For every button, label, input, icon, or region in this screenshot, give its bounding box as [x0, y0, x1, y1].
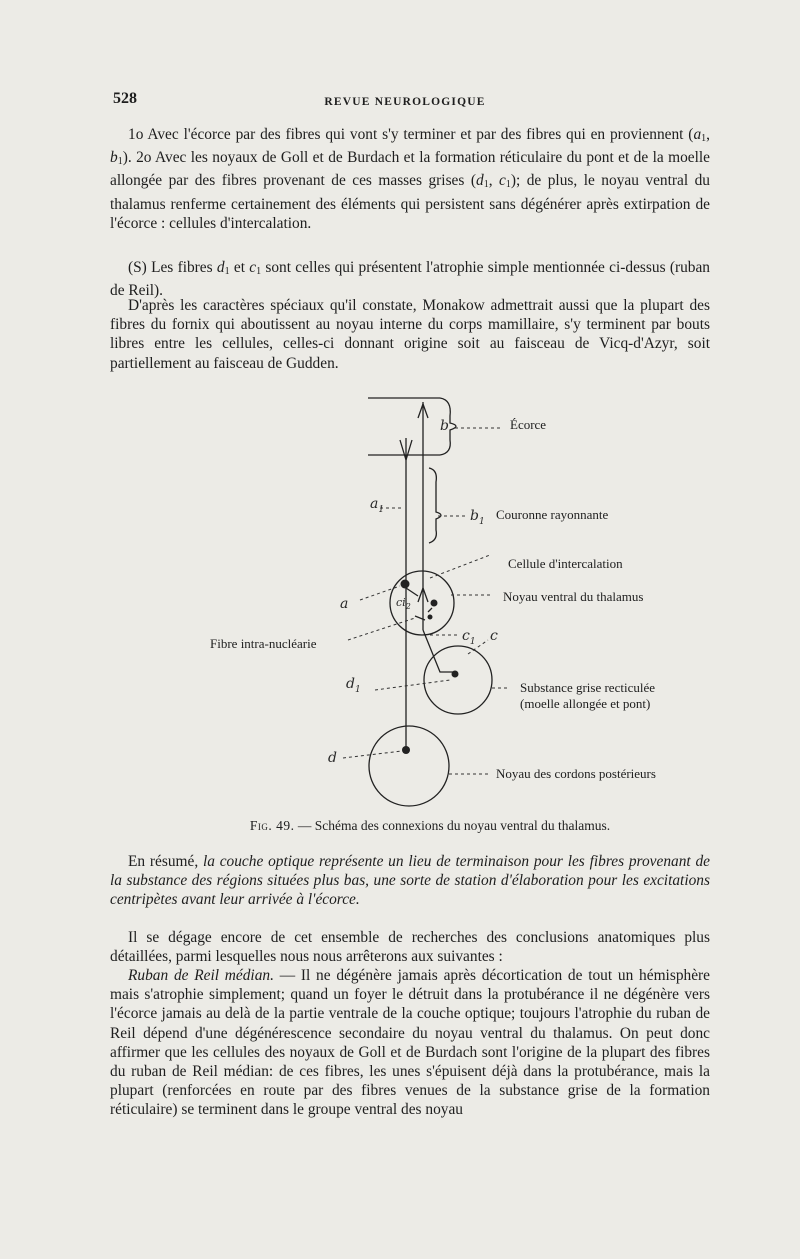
posterior-column-cell	[402, 746, 410, 754]
thalamus-cell-small	[428, 615, 433, 620]
hand-d: d	[328, 750, 337, 766]
hand-ci: $ci_2$	[396, 596, 411, 612]
substance-cell	[452, 671, 459, 678]
connexion-diagram	[200, 390, 700, 820]
hand-a: a	[340, 596, 349, 612]
hand-b-top: b	[440, 418, 449, 434]
hand-b1: $b_1$	[470, 508, 485, 527]
hand-c: c	[490, 628, 498, 644]
hand-a1: $a_1$	[370, 496, 385, 515]
hand-c1: $c_1$	[462, 628, 476, 647]
intercalation-cell	[401, 580, 410, 589]
leader-fibre	[348, 618, 415, 640]
label-noyau-ventral: Noyau ventral du thalamus	[503, 589, 644, 604]
label-cellule: Cellule d'intercalation	[508, 556, 623, 571]
corona-brace	[429, 468, 441, 543]
leader-a	[360, 586, 400, 600]
intro-paragraph-2: (S) Les fibres d1 et c1 sont celles qui présentent l'atrophie simple mentionnée ci-dessus (ruban de Reil).	[110, 259, 711, 300]
leader-d	[343, 751, 402, 758]
body-paragraph-2: Il se dégage encore de cet ensemble de recherches des conclusions anatomiques plus détaillées, parmi lesquelles nous nous arrêterons aux suivantes :	[110, 929, 710, 966]
thalamus-cell	[431, 600, 438, 607]
label-substance-2: (moelle allongée et pont)	[520, 696, 651, 711]
intro-paragraph-1: 1o Avec l'écorce par des fibres qui vont s'y terminer et par des fibres qui en proviennent (a1, b1). 2o Avec les noyaux de Goll et de Burdach et la formation réticulaire du pont et de la moelle allongée par des fibres provenant de ces masses grises (d1, c1); de plus, le noyau ventral du thalamus renferme certainement des éléments qui persistent sans dégénérer après extirpation de l'écorce : cellules d'intercalation.	[110, 126, 710, 232]
label-fibre: Fibre intra-nucléarie	[210, 636, 317, 651]
body-paragraph-ruban: Ruban de Reil médian. — Il ne dégénère jamais après décortication de tout un hémisphère mais s'atrophie simplement; quand un foyer le détruit dans la protubérance il ne dégénère vers l'écorce jamais au delà de la partie ventrale de la couche optique; toujours l'atrophie du ruban de Reil dépend d'une dégénérescence secondaire du noyau ventral du thalamus. On peut donc affirmer que les cellules des noyaux de Goll et de Burdach sont l'origine de la plupart des fibres du ruban de Reil médian: de ces fibres, les unes s'épuisent déjà dans la protubérance, mais la plupart (renforcées en route par des fibres venues de la substance grise de la formation réticulaire) se terminent dans le groupe ventral des noyau	[110, 967, 710, 1119]
leader-cellule	[430, 555, 490, 578]
fiber-terminal-branch	[400, 438, 412, 460]
section-title-ruban: Ruban de Reil médian.	[128, 967, 274, 984]
label-noyau-cordons: Noyau des cordons postérieurs	[496, 766, 656, 781]
page-number: 528	[113, 90, 137, 107]
intro-paragraph-3: D'après les caractères spéciaux qu'il constate, Monakow admettrait aussi que la plupart des fibres du fornix qui aboutissent au noyau interne du corps mamillaire, s'y terminent par bouts libres entre les cellules, celles-ci donnant origine soit au faisceau de Vicq-d'Azyr, soit partiellement au faisceau de Gudden.	[110, 297, 710, 372]
posterior-column-nucleus-circle	[369, 726, 449, 806]
label-couronne: Couronne rayonnante	[496, 507, 609, 522]
label-ecorce: Écorce	[510, 417, 547, 432]
diagram-figure	[200, 390, 700, 820]
figure-caption: Fig. 49. — Schéma des connexions du noyau ventral du thalamus.	[249, 818, 611, 833]
label-substance-1: Substance grise recticulée	[520, 680, 655, 695]
leader-d1	[375, 680, 450, 690]
hand-d1: $d_1$	[346, 676, 361, 695]
running-title: REVUE NEUROLOGIQUE	[324, 96, 486, 108]
body-paragraph-resume: En résumé, la couche optique représente un lieu de terminaison pour les fibres provenant de la substance des régions situées plus bas, une sorte de station d'élaboration pour les excitations centripètes avant leur arrivée à l'écorce.	[110, 853, 710, 909]
